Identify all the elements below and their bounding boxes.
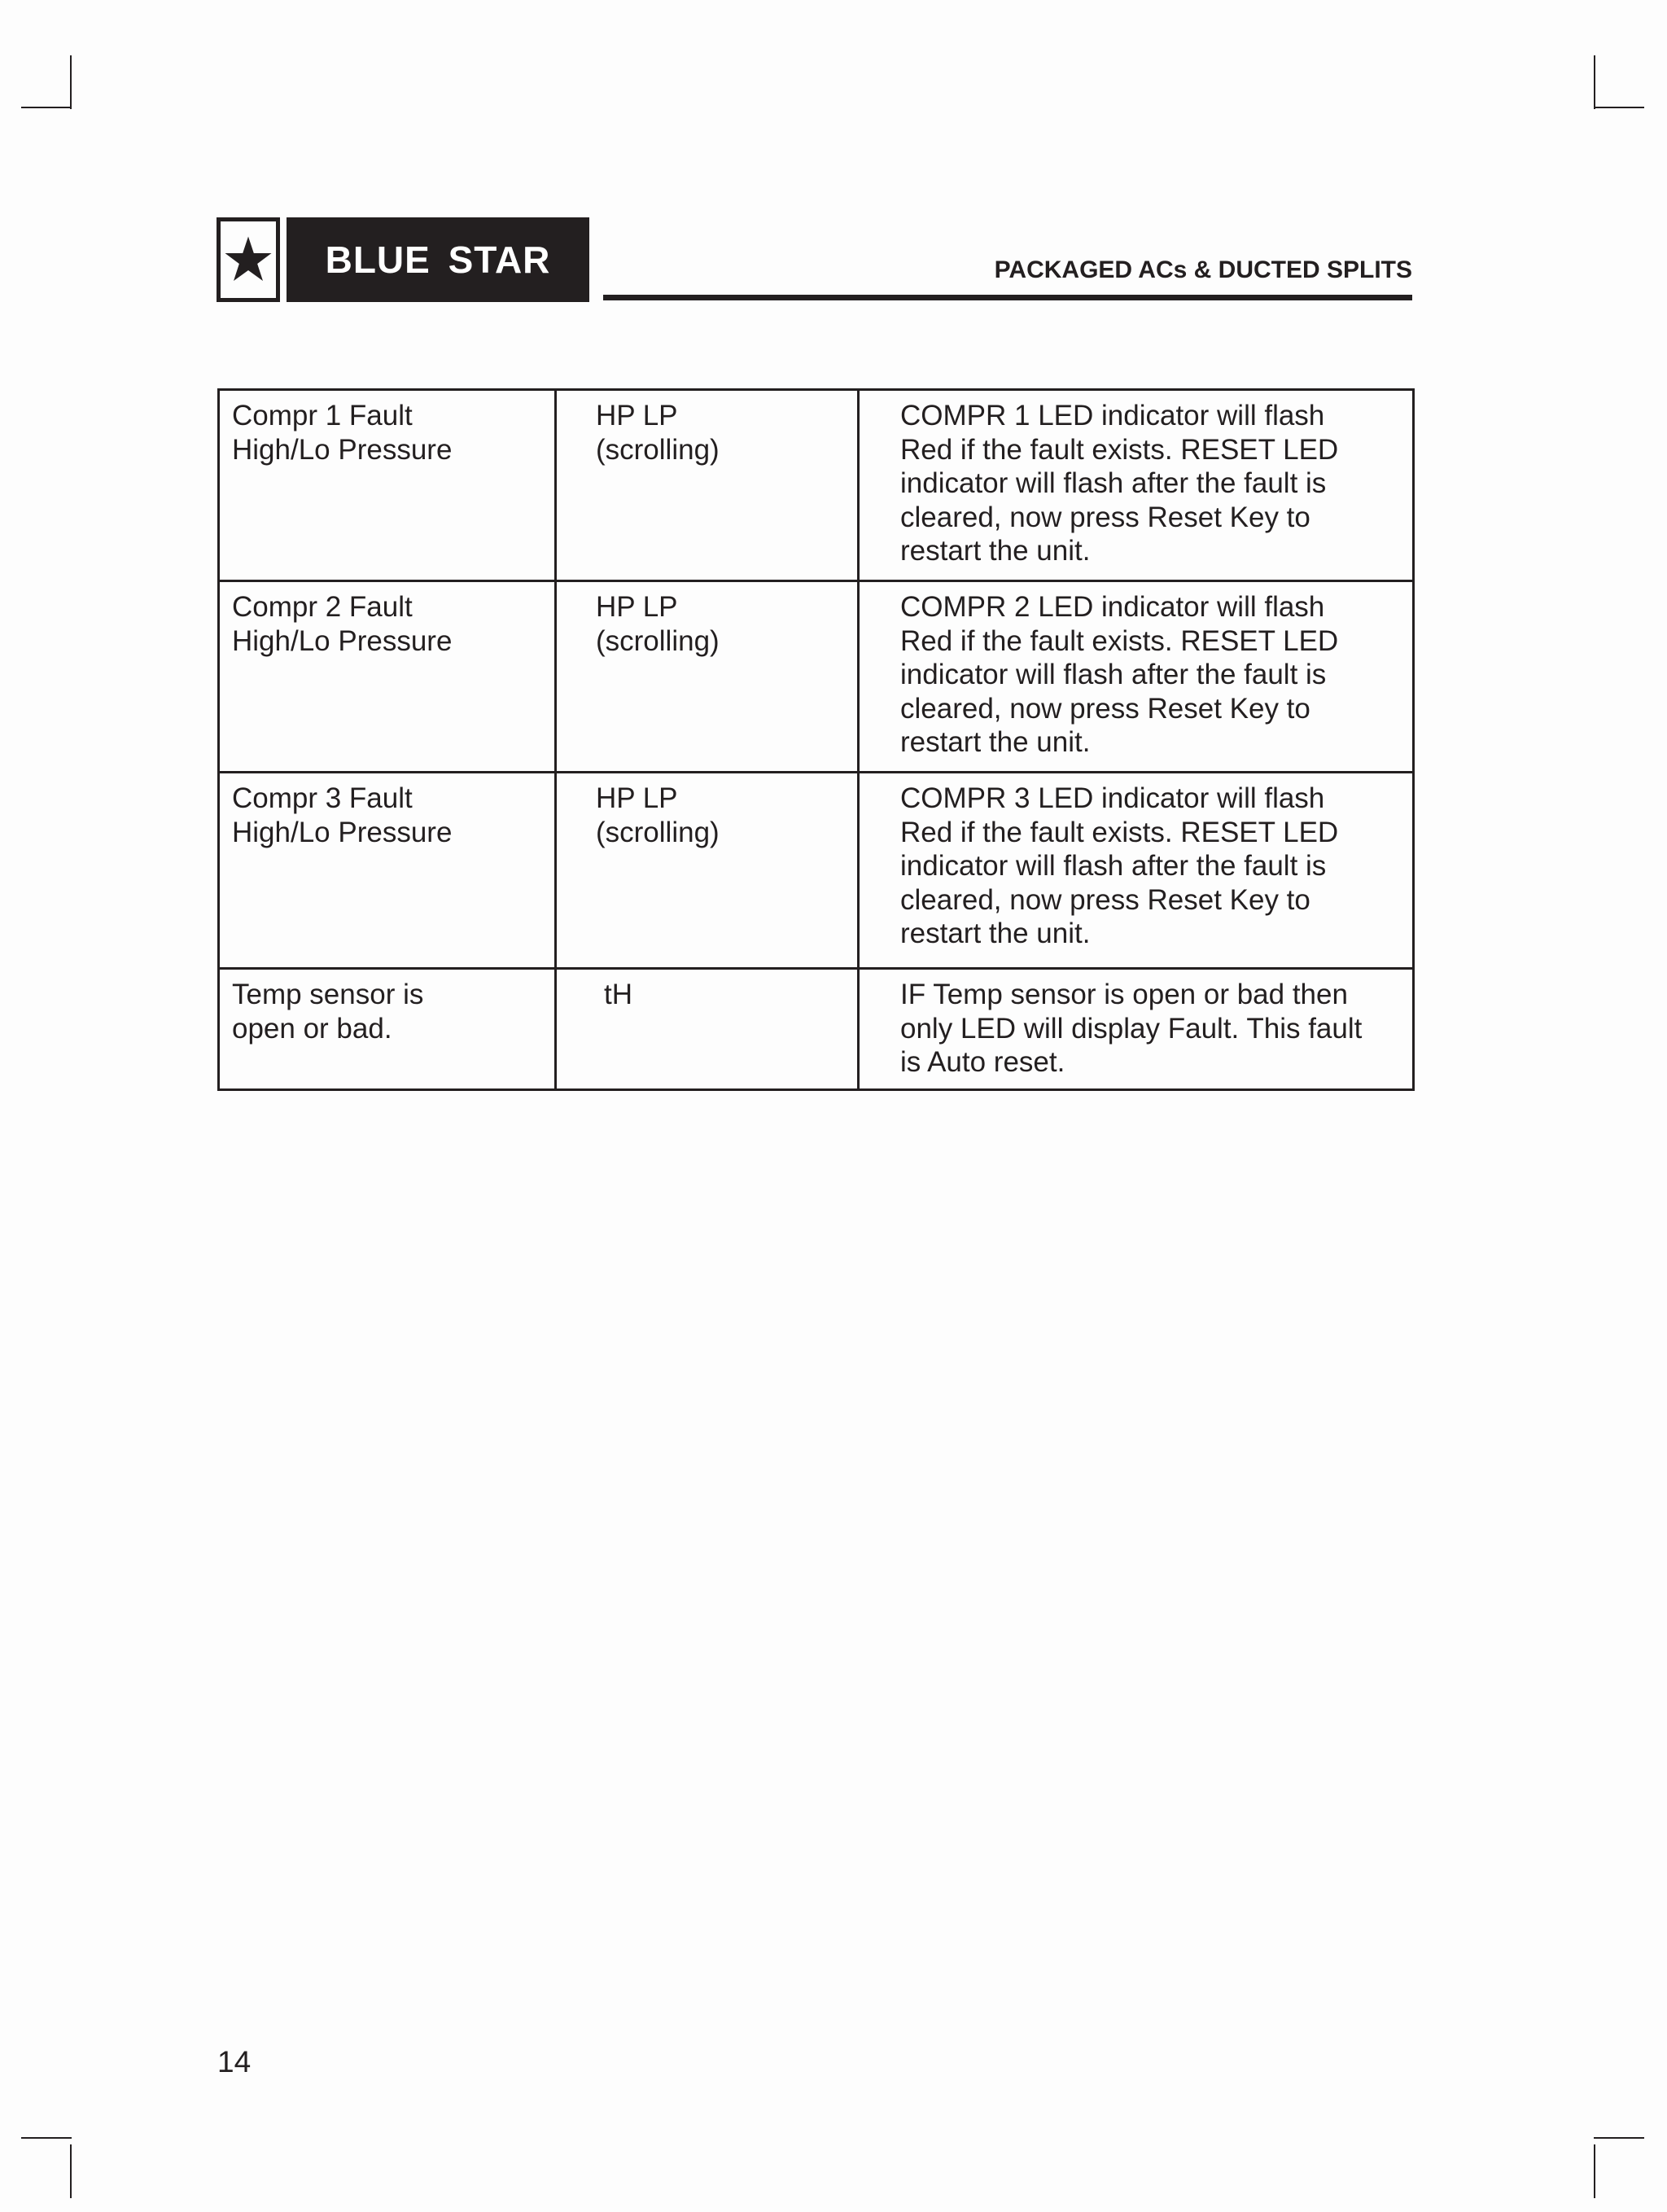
crop-mark-top-right-horizontal [1594, 107, 1644, 108]
fault-cell: Compr 3 Fault High/Lo Pressure [219, 773, 556, 969]
star-icon [223, 234, 273, 285]
fault-cell: Temp sensor is open or bad. [219, 969, 556, 1090]
brand-name: BLUE STAR [325, 239, 551, 281]
action-cell: COMPR 1 LED indicator will flash Red if the fault exists. RESET LED indicator will flash after the fault is cleared, now press Reset Key to restart the unit. [859, 390, 1414, 581]
brand-logo-wordmark [287, 217, 589, 302]
table-row [219, 581, 1414, 773]
action-cell: IF Temp sensor is open or bad then only LED will display Fault. This fault is Auto reset. [859, 969, 1414, 1090]
display-code-cell: HP LP (scrolling) [556, 390, 859, 581]
crop-mark-bottom-left-horizontal [21, 2137, 72, 2139]
display-code-cell: HP LP (scrolling) [556, 581, 859, 773]
action-cell: COMPR 3 LED indicator will flash Red if the fault exists. RESET LED indicator will flash after the fault is cleared, now press Reset Key to restart the unit. [859, 773, 1414, 969]
table-row [219, 969, 1414, 1090]
fault-table [217, 388, 1415, 1091]
crop-mark-top-left-horizontal [21, 107, 72, 108]
table-row [219, 390, 1414, 581]
page-number: 14 [217, 2045, 252, 2078]
crop-mark-top-left-vertical [70, 55, 72, 109]
crop-mark-bottom-right-vertical [1594, 2144, 1595, 2198]
display-code-cell: tH [556, 969, 859, 1090]
display-code-cell: HP LP (scrolling) [556, 773, 859, 969]
fault-cell: Compr 1 Fault High/Lo Pressure [219, 390, 556, 581]
table-row [219, 773, 1414, 969]
crop-mark-bottom-left-vertical [70, 2144, 72, 2198]
crop-mark-top-right-vertical [1594, 55, 1595, 109]
fault-cell: Compr 2 Fault High/Lo Pressure [219, 581, 556, 773]
brand-logo-mark [217, 217, 280, 302]
header-rule [603, 295, 1412, 300]
action-cell: COMPR 2 LED indicator will flash Red if the fault exists. RESET LED indicator will flash after the fault is cleared, now press Reset Key to restart the unit. [859, 581, 1414, 773]
crop-mark-bottom-right-horizontal [1594, 2137, 1644, 2139]
section-title: PACKAGED ACs & DUCTED SPLITS [994, 256, 1412, 283]
